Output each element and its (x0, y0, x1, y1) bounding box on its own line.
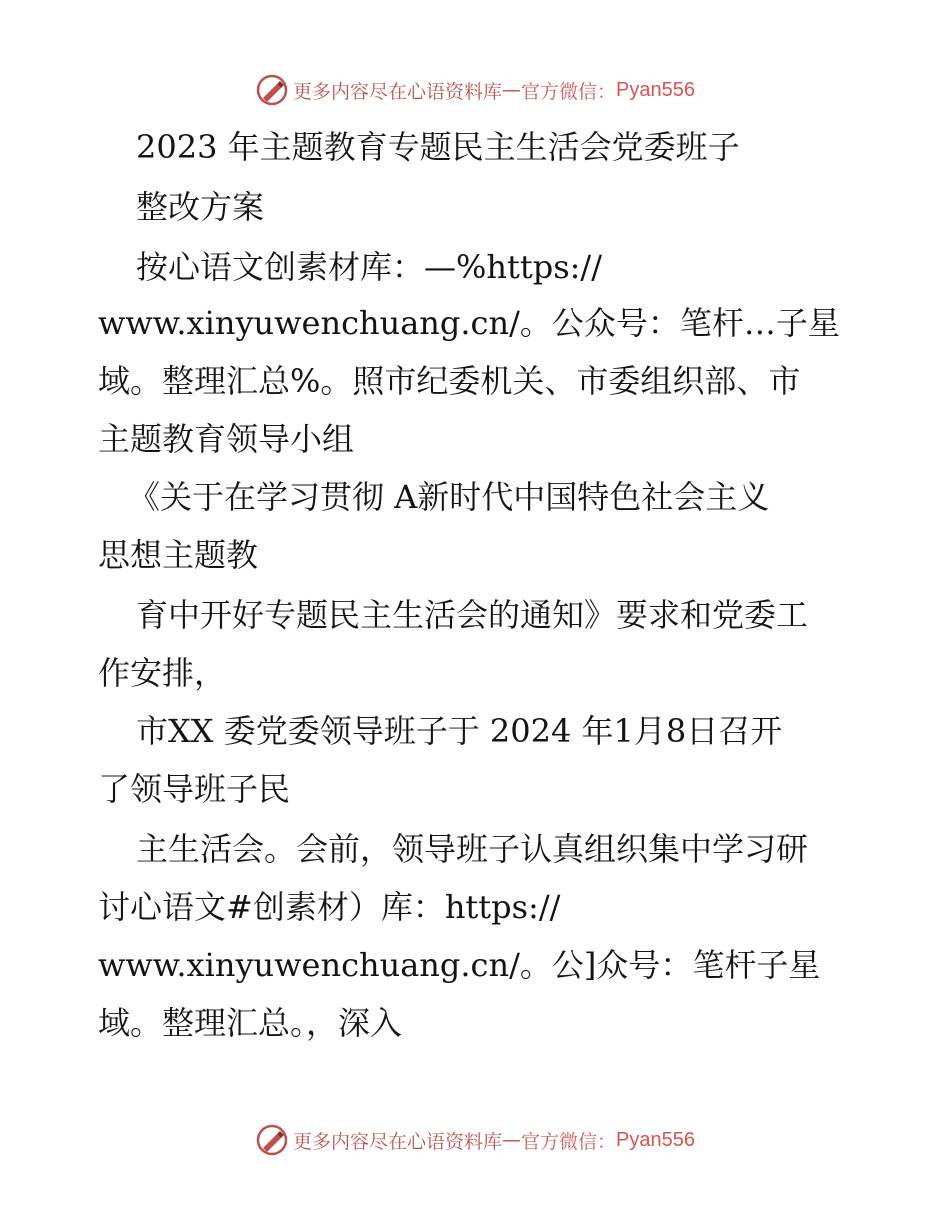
doc-line: 讨心语文#创素材）库：https:// (98, 888, 561, 926)
doc-line: 市XX 委党委领导班子于 2024 年1月8日召开 (136, 712, 783, 750)
doc-line: 了领导班子民 (98, 770, 291, 808)
banner-wechat-label: 官方微信： (521, 80, 617, 103)
doc-line: 2023 年主题教育专题民主生活会党委班子 (136, 128, 740, 166)
pen-logo-icon (255, 1123, 289, 1157)
banner-separator: — (502, 79, 522, 101)
banner-separator: — (502, 1129, 522, 1151)
doc-line: 作安排， (98, 654, 227, 692)
banner-wechat-id: Pyan556 (616, 1128, 695, 1151)
doc-line: 《关于在学习贯彻 A新时代中国特色社会主义 (128, 478, 770, 516)
watermark-banner-top (0, 70, 950, 110)
banner-wechat-id: Pyan556 (616, 78, 695, 101)
doc-line: www.xinyuwenchuang.cn/。公众号：笔杆…子星 (98, 304, 840, 342)
pen-logo-icon (255, 73, 289, 107)
doc-line: 按心语文创素材库：—%https:// (136, 248, 602, 286)
doc-line: 思想主题教 (98, 536, 259, 574)
banner-wechat-label: 官方微信： (521, 1130, 617, 1153)
doc-line: 整改方案 (136, 188, 265, 226)
doc-line: 育中开好专题民主生活会的通知》要求和党委工 (136, 596, 809, 634)
watermark-banner-bottom (0, 1120, 950, 1160)
doc-line: 主生活会。会前，领导班子认真组织集中学习研 (136, 830, 809, 868)
doc-line: 主题教育领导小组 (98, 420, 355, 458)
banner-text: 更多内容尽在心语资料库 (293, 80, 503, 103)
doc-line: www.xinyuwenchuang.cn/。公]众号：笔杆子星 (98, 946, 821, 984)
doc-line: 域。整理汇总。，深入 (98, 1004, 403, 1042)
doc-line: 域。整理汇总%。照市纪委机关、市委组织部、市 (98, 362, 801, 400)
banner-text: 更多内容尽在心语资料库 (293, 1130, 503, 1153)
